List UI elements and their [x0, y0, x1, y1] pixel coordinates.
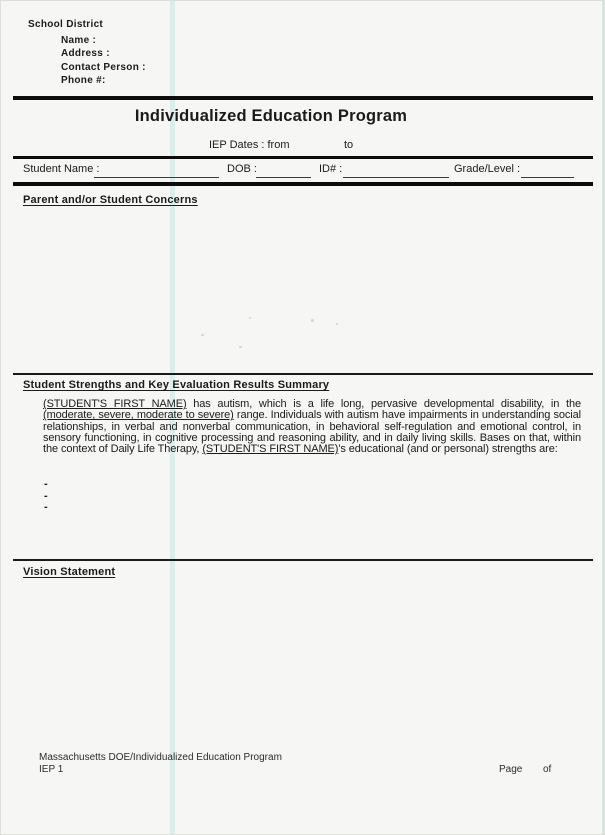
strengths-bullet: -	[44, 489, 48, 502]
strengths-text-2: range. Individuals with autism have impairments in understanding social relationships, in verbal and nonverbal communication, in behavioral self-regulation and emotional control, in sensory functioning, in cognitive processing and reasoning ability, and in daily living skills. Bases on that, within the context of Daily Life Therapy,	[43, 409, 581, 456]
scan-speck	[336, 323, 338, 325]
dob-label: DOB :	[227, 163, 257, 175]
strengths-bullet: -	[44, 478, 48, 490]
footer-identification	[39, 752, 282, 777]
strengths-text-3: 's educational (and or personal) strengths are:	[338, 443, 558, 456]
strengths-bullet-list	[44, 479, 48, 514]
divider-bar-middle	[13, 156, 593, 159]
school-district-title: School District	[28, 19, 104, 30]
iep-dates-to-label: to	[344, 139, 354, 151]
strengths-bullet: -	[44, 501, 48, 513]
id-number-label: ID# :	[319, 163, 343, 175]
student-first-name-placeholder: (STUDENT'S FIRST NAME)	[43, 398, 187, 410]
scan-speck	[311, 319, 314, 322]
scan-speck	[249, 317, 251, 319]
student-name-field	[94, 177, 219, 178]
school-district-fields	[61, 34, 146, 88]
dob-field	[256, 177, 311, 178]
section-divider-strengths	[13, 373, 593, 375]
district-phone-label: Phone #:	[61, 75, 106, 87]
section-heading-strengths: Student Strengths and Key Evaluation Results Summary	[23, 379, 330, 391]
divider-bar-bottom	[13, 182, 593, 186]
grade-level-field	[521, 177, 574, 178]
strengths-text-1: has autism, which is a life long, pervasive developmental disability, in the	[186, 398, 581, 410]
scan-speck	[239, 346, 242, 348]
district-contact-person-label: Contact Person :	[61, 61, 146, 73]
district-address-label: Address :	[61, 48, 110, 60]
grade-level-label: Grade/Level :	[454, 163, 521, 175]
id-number-field	[343, 177, 449, 178]
student-name-label: Student Name :	[23, 163, 100, 175]
footer-of-label: of	[543, 764, 552, 775]
section-divider-vision	[13, 559, 593, 561]
section-heading-parent-concerns: Parent and/or Student Concerns	[23, 194, 198, 206]
divider-bar-top	[13, 96, 593, 100]
severity-range-placeholder: (moderate, severe, moderate to severe)	[43, 409, 234, 422]
footer-form-code: IEP 1	[39, 764, 64, 776]
footer-page-label: Page	[499, 764, 523, 775]
student-first-name-placeholder: (STUDENT'S FIRST NAME)	[202, 443, 339, 456]
form-title: Individualized Education Program	[134, 107, 408, 125]
iep-dates-from-label: IEP Dates : from	[209, 139, 290, 151]
scanner-edge-artifact	[602, 1, 604, 834]
district-name-label: Name :	[61, 35, 97, 46]
footer-org-line: Massachusetts DOE/Individualized Education Program	[39, 752, 282, 763]
strengths-paragraph	[43, 399, 581, 455]
scan-speck	[201, 334, 204, 336]
section-heading-vision: Vision Statement	[23, 566, 116, 578]
